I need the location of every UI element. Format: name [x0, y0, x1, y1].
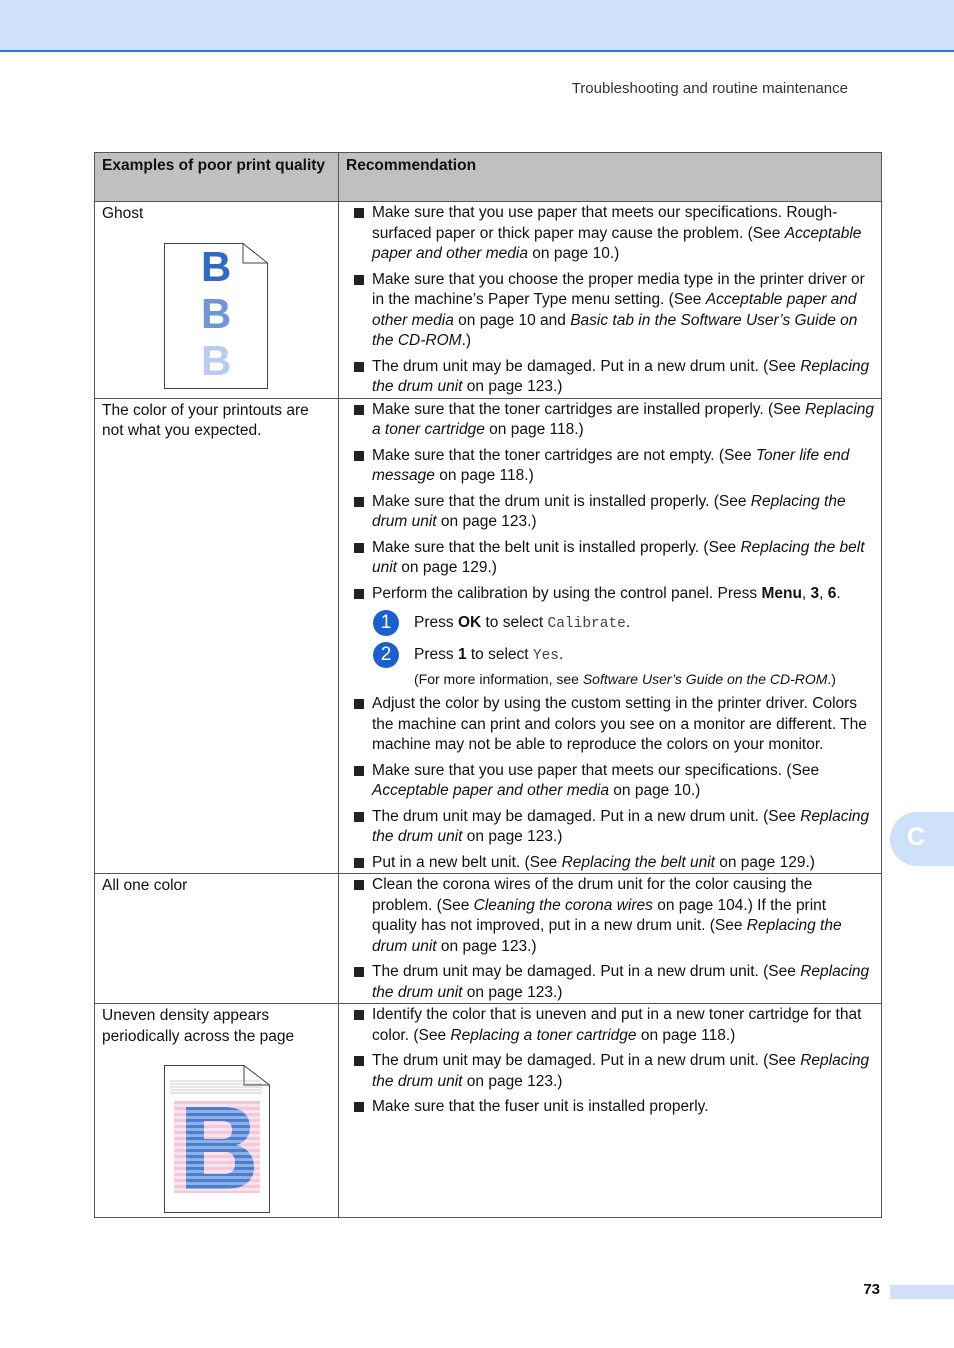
- table-row: [95, 1004, 882, 1218]
- square-bullet-icon: [354, 451, 364, 461]
- list-item: [353, 875, 875, 957]
- example-label: All one color: [102, 877, 188, 894]
- example-label: The color of your printouts are not what you expected.: [102, 401, 309, 439]
- recommendation-text: [372, 853, 875, 874]
- text-run: The drum unit may be damaged. Put in a new drum unit. (See: [372, 357, 801, 375]
- text-run: on page 10 and: [453, 311, 571, 329]
- recommendation-list: [353, 875, 875, 1003]
- text-run: on page 123.): [436, 513, 537, 530]
- square-bullet-icon: [354, 858, 364, 868]
- recommendation-text: [372, 694, 875, 756]
- key-name: OK: [457, 614, 482, 631]
- text-run: Clean the corona wires of the drum unit for the color causing the problem. (See: [372, 876, 813, 914]
- example-label: Ghost: [102, 205, 144, 222]
- recommendation-cell: [339, 874, 882, 1004]
- reference-text: Acceptable paper and other media: [372, 291, 857, 329]
- table-row: [95, 874, 882, 1004]
- text-run: Make sure that the toner cartridges are not empty. (See: [372, 446, 756, 464]
- list-item: [353, 694, 875, 756]
- ghost-illustration: [164, 243, 268, 389]
- reference-text: Toner life end message: [372, 446, 850, 484]
- text-run: on page 123.): [462, 1072, 563, 1090]
- square-bullet-icon: [354, 275, 364, 285]
- recommendation-text: [372, 761, 875, 802]
- text-run: Press: [414, 646, 458, 663]
- list-item: [353, 538, 875, 579]
- square-bullet-icon: [354, 812, 364, 822]
- table-row: [95, 202, 882, 399]
- example-label: Uneven density appears periodically across the page: [102, 1007, 295, 1045]
- step-note: [414, 669, 875, 690]
- recommendation-text: [372, 962, 875, 1003]
- recommendation-cell: [339, 398, 882, 874]
- step-item: [372, 642, 875, 689]
- recommendation-list: [353, 400, 875, 874]
- text-run: on page 123.): [462, 828, 563, 845]
- column-header-recommendation: Recommendation: [339, 153, 882, 202]
- text-run: The drum unit may be damaged. Put in a new drum unit. (See: [372, 807, 801, 825]
- list-item: [353, 962, 875, 1003]
- text-run: Press: [414, 614, 458, 631]
- text-run: Make sure that the drum unit is installed properly. (See: [372, 492, 751, 510]
- recommendation-text: [372, 492, 875, 533]
- square-bullet-icon: [354, 497, 364, 507]
- recommendation-text: [372, 807, 875, 848]
- text-run: .: [836, 584, 841, 602]
- list-item: [353, 807, 875, 848]
- recommendation-text: [372, 875, 875, 957]
- chapter-letter: C: [907, 823, 926, 851]
- text-run: on page 10.): [608, 782, 701, 799]
- text-run: ,: [819, 584, 828, 602]
- reference-text: Replacing the drum unit: [372, 357, 870, 395]
- square-bullet-icon: [354, 543, 364, 553]
- list-item: [353, 1051, 875, 1092]
- recommendation-text: [372, 1051, 875, 1092]
- recommendation-text: [372, 584, 875, 605]
- text-run: The drum unit may be damaged. Put in a new drum unit. (See: [372, 1052, 801, 1069]
- square-bullet-icon: [354, 699, 364, 709]
- reference-text: Software User’s Guide on the CD-ROM: [582, 670, 828, 687]
- text-run: Perform the calibration by using the control panel. Press: [372, 584, 762, 602]
- reference-text: Replacing a toner cartridge: [450, 1026, 637, 1044]
- recommendation-text: [372, 203, 875, 265]
- text-run: Make sure that you choose the proper media type in the printer driver or in the machine’s Paper Type menu setting. (See: [372, 270, 865, 308]
- reference-text: Cleaning the corona wires: [473, 896, 653, 914]
- key-name: 1: [457, 646, 467, 663]
- top-header-band: [0, 0, 954, 52]
- recommendation-text: [372, 400, 875, 441]
- text-run: .: [559, 646, 564, 663]
- text-run: on page 118.): [434, 467, 534, 484]
- text-run: Identify the color that is uneven and put in a new toner cartridge for that color. (See: [372, 1006, 862, 1044]
- step-list: [372, 610, 875, 689]
- reference-text: Replacing a toner cartridge: [372, 400, 875, 438]
- list-item: [353, 270, 875, 352]
- ghost-letter-light: B: [201, 336, 232, 384]
- square-bullet-icon: [354, 208, 364, 218]
- recommendation-text: [372, 538, 875, 579]
- text-run: to select: [466, 646, 533, 663]
- square-bullet-icon: [354, 1010, 364, 1020]
- step-text: [414, 642, 875, 667]
- text-run: Make sure that you use paper that meets our specifications. (See: [372, 761, 820, 779]
- reference-text: Replacing the drum unit: [372, 1052, 870, 1090]
- reference-text: Replacing the belt unit: [561, 853, 715, 871]
- text-run: on page 10.): [527, 245, 620, 262]
- striped-b-icon: [174, 1101, 260, 1193]
- text-run: .: [625, 614, 631, 631]
- recommendation-text: [372, 270, 875, 352]
- example-cell: [95, 202, 339, 399]
- reference-text: Acceptable paper and other media: [372, 224, 862, 262]
- example-cell: [95, 398, 339, 874]
- text-run: on page 129.): [714, 853, 815, 871]
- key-name: 3: [810, 584, 820, 602]
- list-item: [353, 357, 875, 398]
- recommendation-text: [372, 357, 875, 398]
- chapter-side-tab: [890, 812, 954, 866]
- square-bullet-icon: [354, 880, 364, 890]
- reference-text: Replacing the drum unit: [372, 917, 842, 955]
- text-run: Make sure that the fuser unit is installed properly.: [372, 1098, 709, 1115]
- key-name: Menu: [761, 584, 802, 602]
- ghost-letter-dark: B: [201, 242, 232, 290]
- page-number-bar: [890, 1285, 954, 1299]
- text-run: Adjust the color by using the custom setting in the printer driver. Colors the machine can print and colors you see on a monitor are different. The machine may not be able to reproduce the colors on your monitor.: [372, 695, 867, 753]
- example-cell: [95, 874, 339, 1004]
- running-head: Troubleshooting and routine maintenance: [571, 80, 848, 97]
- text-run: (For more information, see: [414, 670, 583, 687]
- table-header-row: [95, 153, 882, 202]
- square-bullet-icon: [354, 589, 364, 599]
- recommendation-cell: [339, 202, 882, 399]
- text-run: on page 129.): [397, 559, 497, 576]
- lcd-text: Calibrate: [547, 616, 626, 632]
- text-run: on page 123.): [462, 378, 563, 395]
- recommendation-cell: [339, 1004, 882, 1218]
- list-item: [353, 400, 875, 441]
- key-name: 6: [827, 584, 837, 602]
- step-item: [372, 610, 875, 636]
- text-run: on page 123.): [462, 983, 563, 1001]
- recommendation-text: [372, 446, 875, 487]
- reference-text: Replacing the drum unit: [372, 963, 870, 1001]
- recommendation-text: [372, 1097, 875, 1118]
- square-bullet-icon: [354, 1102, 364, 1112]
- square-bullet-icon: [354, 766, 364, 776]
- text-run: Put in a new belt unit. (See: [372, 853, 562, 871]
- text-run: Make sure that the belt unit is installed properly. (See: [372, 538, 741, 556]
- text-run: on page 118.): [484, 421, 584, 438]
- reference-text: Replacing the belt unit: [372, 538, 865, 576]
- recommendation-text: [372, 1005, 875, 1046]
- list-item: [353, 203, 875, 265]
- square-bullet-icon: [354, 405, 364, 415]
- step-text: [414, 610, 875, 635]
- ghost-letter-mid: B: [201, 289, 232, 337]
- list-item: [353, 1097, 875, 1118]
- reference-text: Basic tab in the Software User’s Guide on the CD-ROM: [372, 311, 858, 349]
- reference-text: Replacing the drum unit: [372, 807, 870, 845]
- text-run: on page 118.): [636, 1026, 736, 1044]
- text-run: .): [827, 670, 836, 687]
- column-header-examples: Examples of poor print quality: [95, 153, 339, 202]
- list-item: [353, 584, 875, 690]
- step-number-icon: 2: [373, 642, 399, 668]
- list-item: [353, 1005, 875, 1046]
- list-item: [353, 853, 875, 874]
- text-run: The drum unit may be damaged. Put in a new drum unit. (See: [372, 963, 801, 980]
- reference-text: Replacing the drum unit: [372, 492, 846, 530]
- list-item: [353, 761, 875, 802]
- recommendation-list: [353, 203, 875, 398]
- text-run: on page 123.): [436, 937, 537, 955]
- square-bullet-icon: [354, 362, 364, 372]
- recommendation-list: [353, 1005, 875, 1118]
- text-run: Make sure that you use paper that meets our specifications. Rough-surfaced paper or thick paper may cause the problem. (See: [372, 204, 838, 242]
- text-run: ,: [801, 584, 811, 602]
- text-run: .): [461, 332, 472, 349]
- list-item: [353, 446, 875, 487]
- example-cell: [95, 1004, 339, 1218]
- reference-text: Acceptable paper and other media: [372, 782, 609, 799]
- page-number: 73: [863, 1281, 880, 1298]
- step-number-icon: 1: [373, 610, 399, 636]
- troubleshooting-table: [94, 152, 882, 1218]
- text-run: to select: [481, 614, 548, 631]
- square-bullet-icon: [354, 1056, 364, 1066]
- table-row: [95, 398, 882, 874]
- lcd-text: Yes: [532, 648, 560, 664]
- uneven-density-illustration: [164, 1065, 270, 1213]
- text-run: on page 104.) If the print quality has not improved, put in a new drum unit. (See: [372, 896, 827, 934]
- list-item: [353, 492, 875, 533]
- square-bullet-icon: [354, 967, 364, 977]
- text-run: Make sure that the toner cartridges are installed properly. (See: [372, 400, 806, 418]
